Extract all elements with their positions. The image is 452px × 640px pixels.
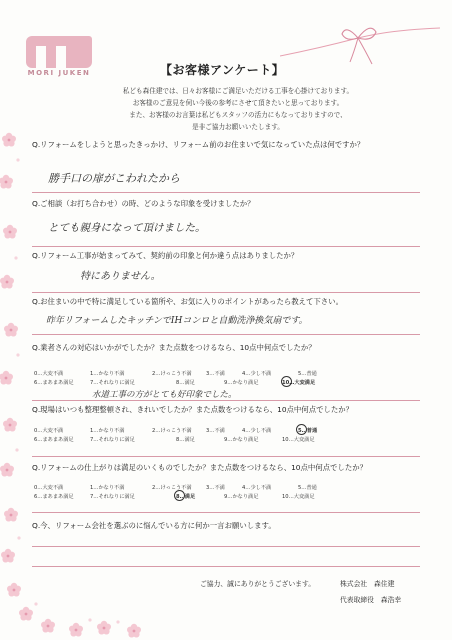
rating-scale-q7 [34,484,394,502]
scale-option[interactable]: 2…けっこう不満 [152,371,192,377]
intro-line: 私ども森住建では、日々お客様にご満足いただける工事を心掛けております。 [122,87,354,95]
answer-1: 勝手口の扉がこわれたから [48,172,180,185]
intro-line: また、お客様のお言葉は私どもスタッフの活力にもなっておりますので、 [129,111,347,119]
scale-option[interactable]: 5…普通 [298,428,318,434]
rating-scale-q5 [34,370,394,388]
ribbon-decoration [280,18,440,78]
intro-text [48,85,428,133]
scale-option[interactable]: 7…それなりに満足 [90,380,135,386]
scale-option[interactable]: 5…普通 [298,371,317,377]
scale-option[interactable]: 6…まあまあ満足 [34,380,74,386]
scale-option[interactable]: 1…かなり不満 [90,371,125,377]
answer-line [32,566,420,567]
scale-option[interactable]: 2…けっこう不満 [152,428,192,434]
scale-option[interactable]: 4…少し不満 [242,428,272,434]
scale-option[interactable]: 10…大変満足 [282,494,315,500]
answer-line [32,246,420,247]
question-7: Q.リフォームの仕上がりは満足のいくものでしたか？また点数をつけるなら、10点中何点でしたか？ [32,463,368,472]
scale-option[interactable]: 3…不満 [206,371,225,377]
scale-option[interactable]: 3…不満 [206,485,225,491]
representative-name: 代表取締役 森浩幸 [340,596,402,604]
survey-title: 【お客様アンケート】 [160,63,285,77]
answer-line [32,512,420,513]
logo-text: MORI JUKEN [27,69,91,77]
scale-option[interactable]: 9…かなり満足 [224,380,259,386]
answer-2: とても親身になって頂けました。 [48,222,206,234]
question-5: Q.業者さんの対応はいかがでしたか？また点数をつけるなら、10点中何点でしたか？ [32,343,316,352]
question-4: Q.お住まいの中で特に満足している箇所や、お気に入りのポイントがあったら教えて下さい。 [32,297,343,306]
scale-option[interactable]: 8…満足 [176,494,196,500]
selected-rating-mark-q5 [281,376,292,387]
scale-option[interactable]: 2…けっこう不満 [152,485,192,491]
scale-option[interactable]: 4…少し不満 [242,371,272,377]
scale-option[interactable]: 7…それなりに満足 [90,437,135,443]
scale-option[interactable]: 9…かなり満足 [224,494,259,500]
answer-line [32,334,420,335]
scale-option[interactable]: 7…それなりに満足 [90,494,135,500]
answer-line [32,456,420,457]
scale-option[interactable]: 3…不満 [206,428,225,434]
logo-mark [16,30,102,68]
question-2: Q.ご相談（お打ち合わせ）の時、どのような印象を受けましたか？ [32,199,255,208]
scale-option[interactable]: 10…大変満足 [282,380,316,386]
answer-line [32,192,420,193]
scale-option[interactable]: 4…少し不満 [242,485,272,491]
answer-5: 水道工事の方がとても好印象でした。 [92,390,237,400]
scale-option[interactable]: 8…満足 [176,437,195,443]
answer-line [32,292,420,293]
scale-option[interactable]: 10…大変満足 [282,437,315,443]
question-8: Q.今、リフォーム会社を選ぶのに悩んでいる方に何か一言お願いします。 [32,521,276,530]
selected-rating-mark-q6 [296,424,307,435]
scale-option[interactable]: 9…かなり満足 [224,437,259,443]
scale-option[interactable]: 0…大変不満 [34,371,64,377]
answer-4: 昨年リフォームしたキッチンでIHコンロと自動洗浄換気扇です。 [46,316,308,326]
scale-option[interactable]: 1…かなり不満 [90,485,125,491]
scale-option[interactable]: 0…大変不満 [34,428,64,434]
question-3: Q.リフォーム工事が始まってみて、契約前の印象と何か違う点はありましたか？ [32,251,299,260]
answer-line [32,546,420,547]
answer-line [32,400,420,401]
thanks-message: ご協力、誠にありがとうございます。 [200,580,316,588]
selected-rating-mark-q7 [174,490,185,501]
scale-option[interactable]: 6…まあまあ満足 [34,437,74,443]
company-name: 株式会社 森住建 [340,580,395,588]
scale-option[interactable]: 6…まあまあ満足 [34,494,74,500]
rating-scale-q6 [34,427,394,445]
intro-line: お客様のご意見を伺い今後の参考にさせて頂きたいと思っております。 [132,99,344,107]
company-logo [16,30,102,77]
question-1: Q.リフォームをしようと思ったきっかけ、リフォーム前のお住まいで気になっていた点は何ですか？ [32,140,365,149]
answer-3: 特にありません。 [80,271,161,282]
intro-line: 是非ご協力お願いいたします。 [192,123,284,131]
scale-option[interactable]: 5…普通 [298,485,317,491]
question-6: Q.現場はいつも整理整頓され、きれいでしたか？また点数をつけるなら、10点中何点でしたか？ [32,405,354,414]
scale-option[interactable]: 1…かなり不満 [90,428,125,434]
scale-option[interactable]: 0…大変不満 [34,485,64,491]
scale-option[interactable]: 8…満足 [176,380,195,386]
